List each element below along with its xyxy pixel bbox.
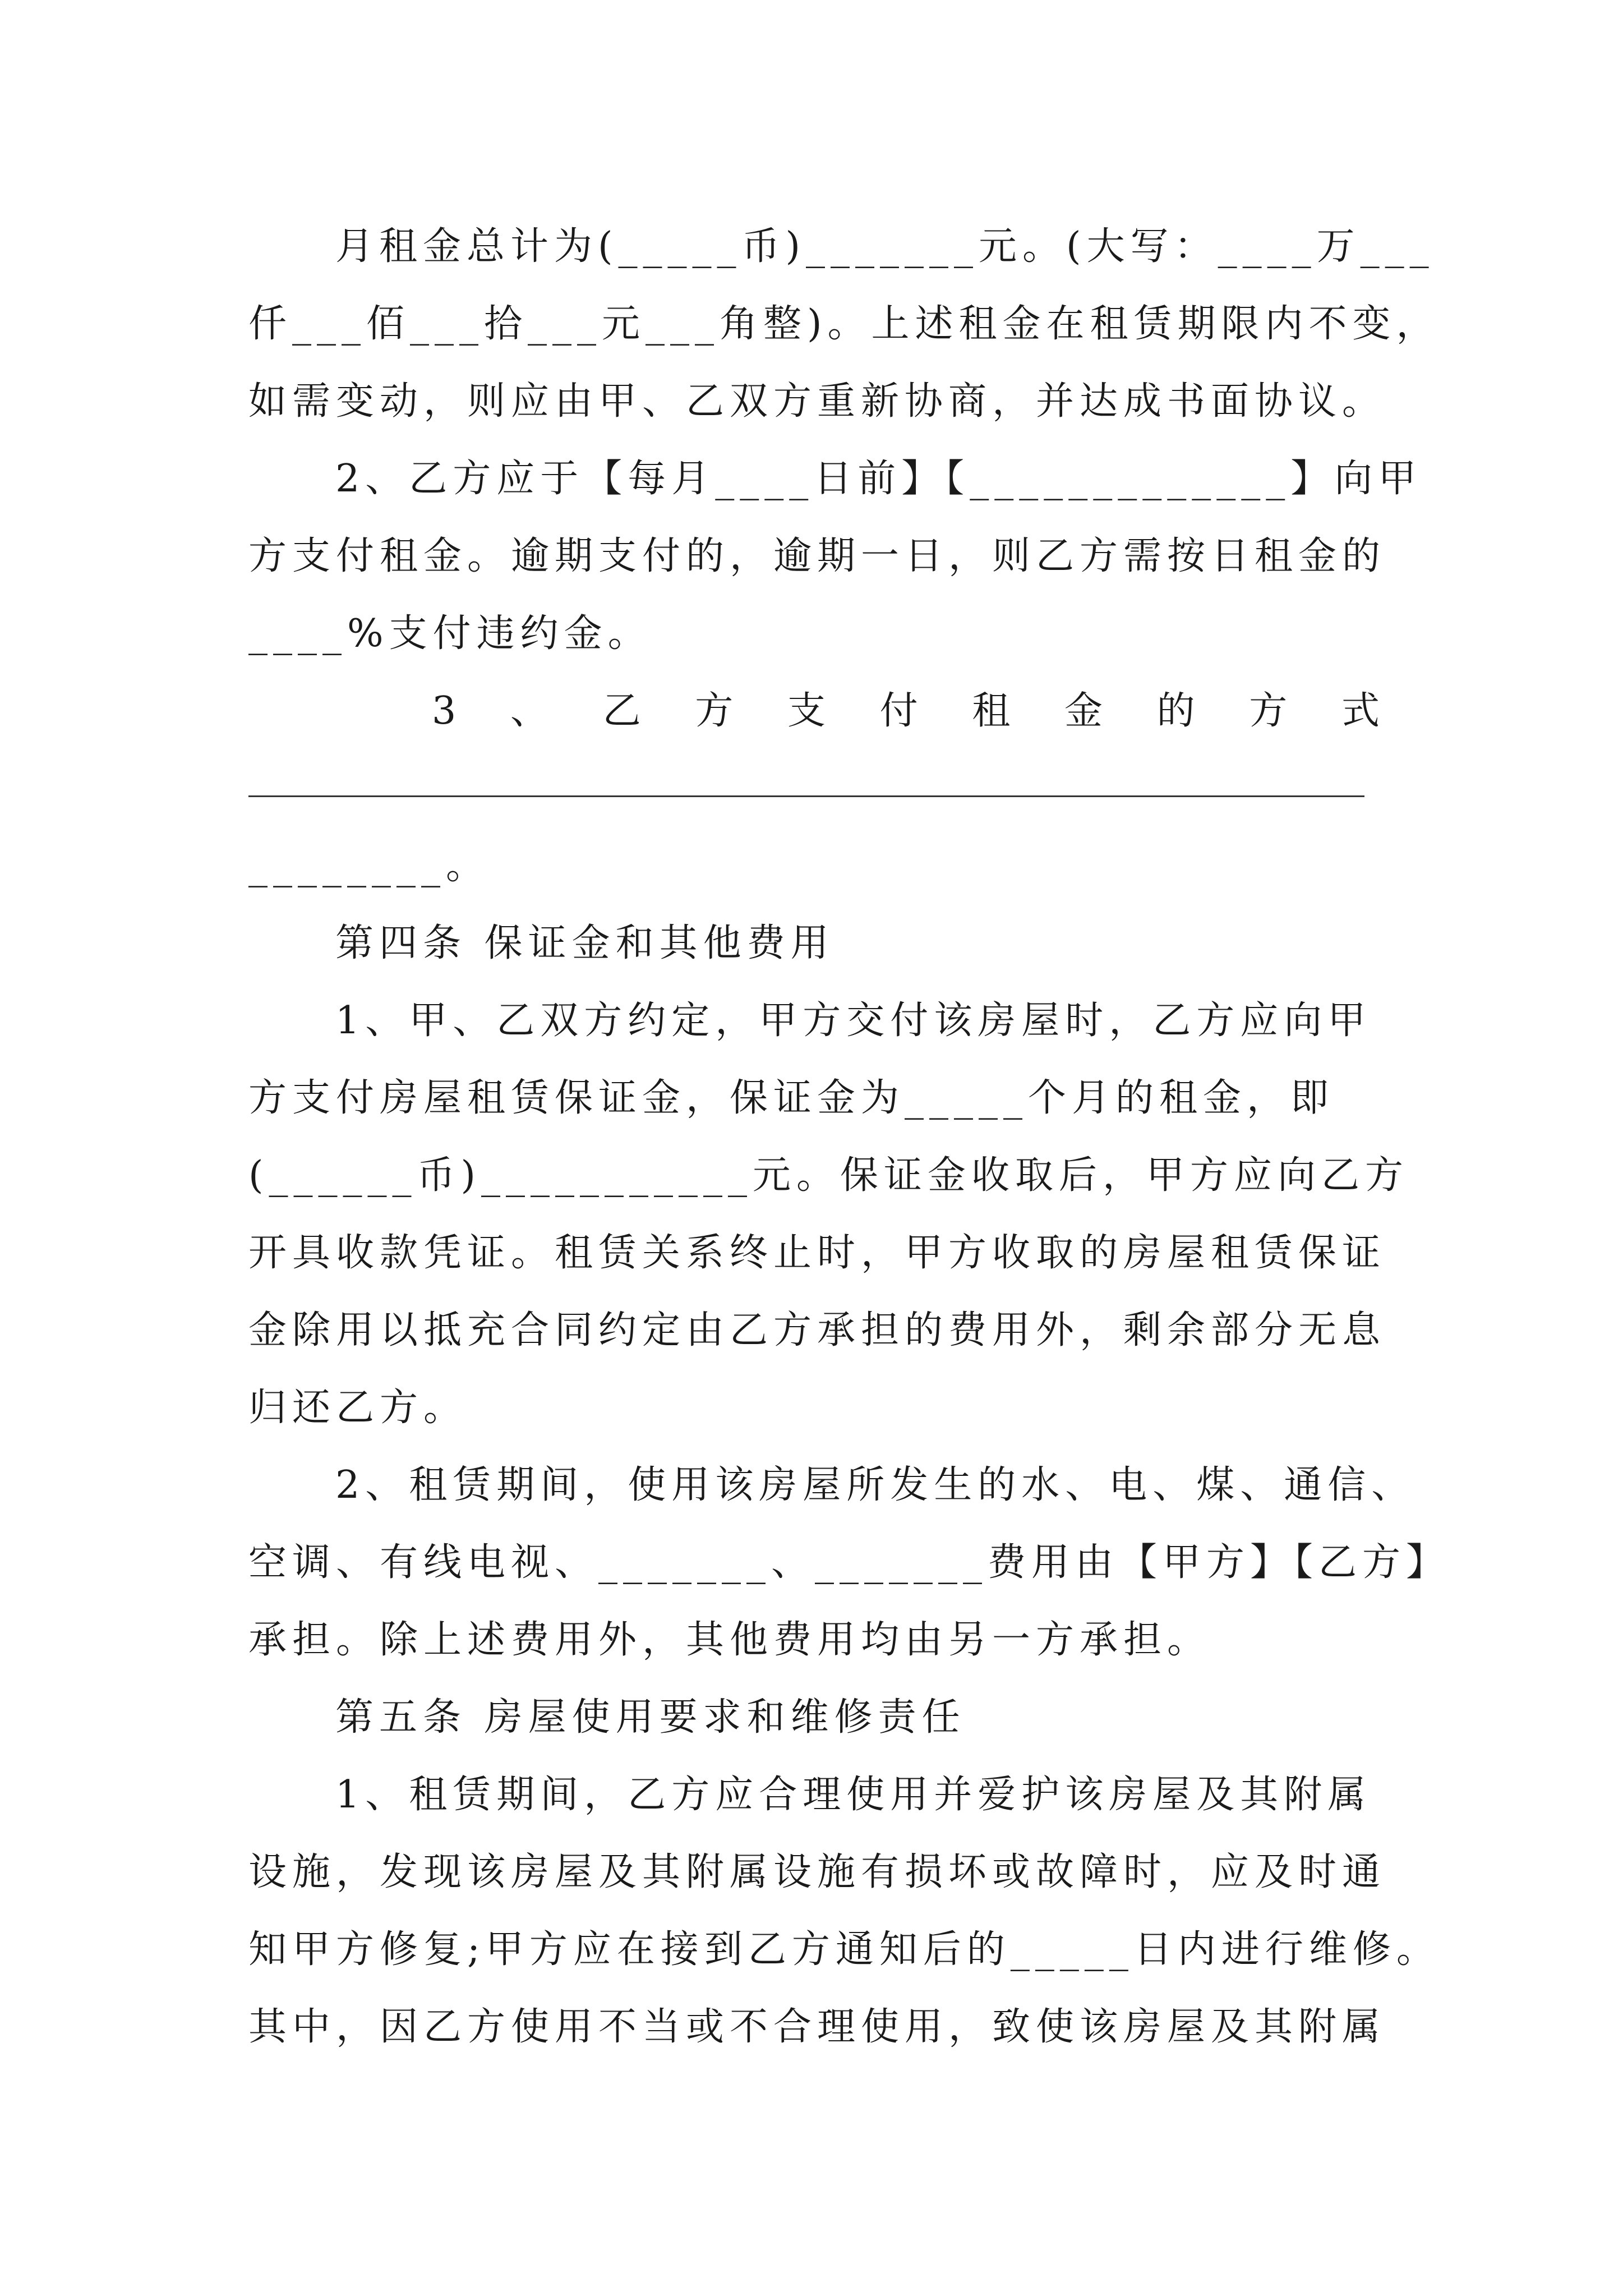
text-line-3: 如需变动，则应由甲、乙双方重新协商，并达成书面协议。 bbox=[248, 379, 1386, 424]
text-line-23: 其中，因乙方使用不当或不合理使用，致使该房屋及其附属 bbox=[248, 2005, 1386, 2049]
text-line-6: ____%支付违约金。 bbox=[248, 611, 652, 656]
spaced-char: 金 bbox=[1064, 689, 1108, 733]
spaced-char: 的 bbox=[1156, 689, 1201, 733]
spaced-char: 方 bbox=[1249, 689, 1293, 733]
section-heading-4: 第四条 保证金和其他费用 bbox=[335, 921, 834, 965]
spaced-char: 式 bbox=[1341, 689, 1385, 733]
text-line-10: 1、甲、乙双方约定，甲方交付该房屋时，乙方应向甲 bbox=[335, 999, 1372, 1043]
section-heading-5: 第五条 房屋使用要求和维修责任 bbox=[335, 1695, 966, 1740]
spaced-char: 租 bbox=[972, 689, 1016, 733]
text-line-4: 2、乙方应于【每月____日前】【_____________】向甲 bbox=[335, 457, 1422, 501]
text-line-15: 归还乙方。 bbox=[248, 1386, 468, 1430]
text-line-14: 金除用以抵充合同约定由乙方承担的费用外，剩余部分无息 bbox=[248, 1308, 1386, 1352]
spaced-char: 乙 bbox=[602, 689, 647, 733]
text-line-12: (______币)___________元。保证金收取后，甲方应向乙方 bbox=[248, 1153, 1409, 1198]
payment-method-line bbox=[432, 672, 1385, 751]
spaced-char: 、 bbox=[510, 689, 554, 733]
text-line-17: 空调、有线电视、_______、_______费用由【甲方】【乙方】 bbox=[248, 1540, 1450, 1585]
spaced-char: 方 bbox=[695, 689, 739, 733]
text-line-2: 仟___佰___拾___元___角整)。上述租金在租赁期限内不变， bbox=[248, 302, 1440, 346]
blank-underline bbox=[248, 795, 1364, 797]
spaced-char: 支 bbox=[787, 689, 831, 733]
spaced-char: 付 bbox=[879, 689, 924, 733]
text-line-11: 方支付房屋租赁保证金，保证金为_____个月的租金，即 bbox=[248, 1076, 1335, 1120]
text-line-18: 承担。除上述费用外，其他费用均由另一方承担。 bbox=[248, 1618, 1211, 1662]
text-line-16: 2、租赁期间，使用该房屋所发生的水、电、煤、通信、 bbox=[335, 1463, 1415, 1507]
text-line-13: 开具收款凭证。租赁关系终止时，甲方收取的房屋租赁保证 bbox=[248, 1231, 1386, 1275]
text-line-1: 月租金总计为(_____币)_______元。(大写：____万___ bbox=[335, 224, 1435, 269]
text-line-20: 1、租赁期间，乙方应合理使用并爱护该房屋及其附属 bbox=[335, 1773, 1372, 1817]
text-line-8: ________。 bbox=[248, 844, 490, 888]
text-line-21: 设施，发现该房屋及其附属设施有损坏或故障时，应及时通 bbox=[248, 1850, 1386, 1894]
text-line-5: 方支付租金。逾期支付的，逾期一日，则乙方需按日租金的 bbox=[248, 534, 1386, 578]
spaced-char: 3 bbox=[432, 689, 462, 733]
text-line-22: 知甲方修复;甲方应在接到乙方通知后的_____日内进行维修。 bbox=[248, 1927, 1440, 1972]
